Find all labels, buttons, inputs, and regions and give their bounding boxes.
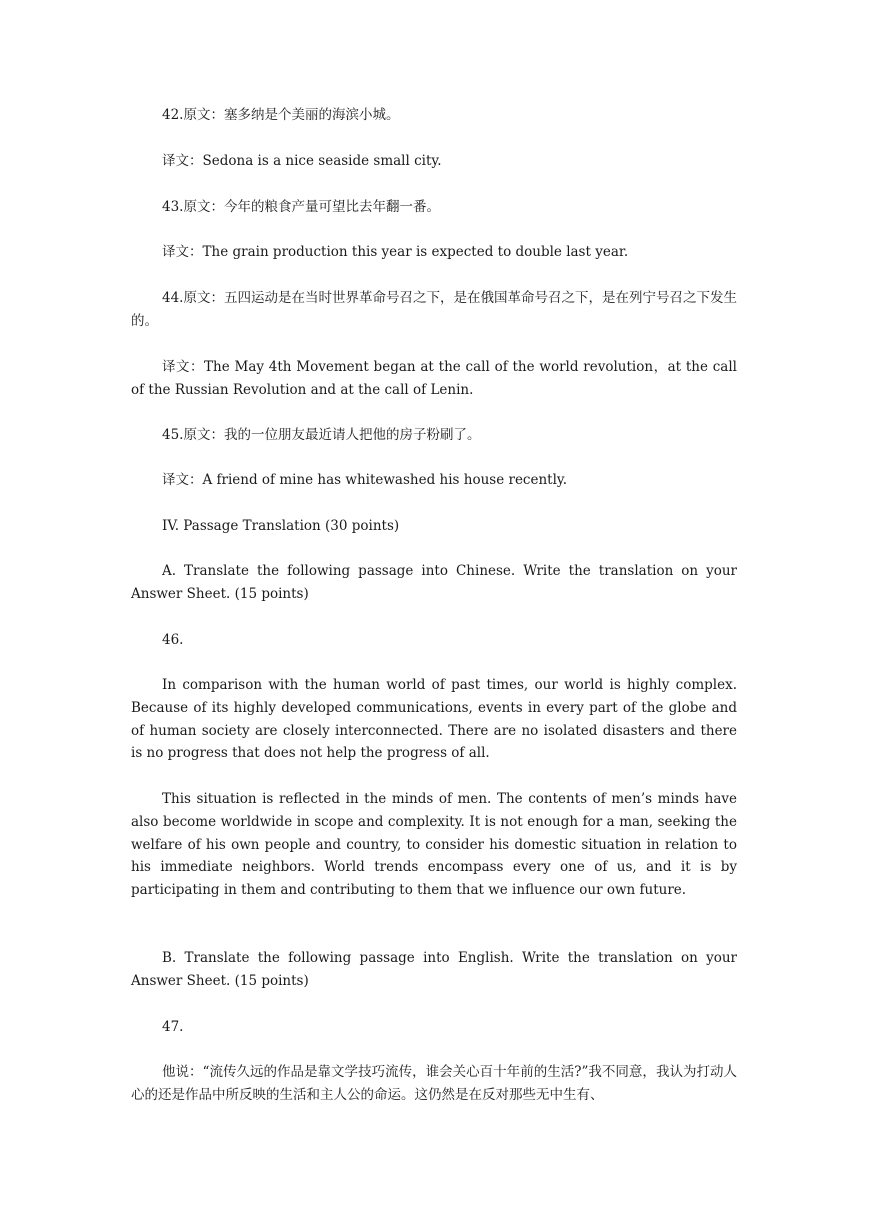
passage-paragraph: This situation is reflected in the minds of men. The contents of men’s minds have also become worldwide in scope and complexity. It is not enough for a man, seeking the welfare of his own people and country, to consider his domestic situation in relation to his immediate neighbors. World trends encompass every one of us, and it is by participating in them and contributing to them that we influence our own future. <box>131 791 737 899</box>
part-b-instruction: B. Translate the following passage into English. Write the translation on your Answer Sheet. (15 points) <box>131 950 737 989</box>
question-number: 46. <box>162 632 184 648</box>
part-a-instruction: A. Translate the following passage into Chinese. Write the translation on your Answer Sheet. (15 points) <box>131 563 737 602</box>
q43-original: 43.原文：今年的粮食产量可望比去年翻一番。 <box>162 199 440 215</box>
passage-paragraph: In comparison with the human world of past times, our world is highly complex. Because of its highly developed communications, events in every part of the globe and of human society are closely interconnected. There are no isolated disasters and there is no progress that does not help the progress of all. <box>131 677 737 762</box>
q45-original: 45.原文：我的一位朋友最近请人把他的房子粉刷了。 <box>162 427 481 443</box>
q45-translation: 译文：A friend of mine has whitewashed his house recently. <box>162 472 568 488</box>
q44-translation: 译文：The May 4th Movement began at the call of the world revolution，at the call of the Russian Revolution and at the call of Lenin. <box>131 359 737 398</box>
q42-original: 42.原文：塞多纳是个美丽的海滨小城。 <box>162 107 400 123</box>
question-number: 47. <box>162 1019 184 1035</box>
passage-paragraph: 他说：“流传久远的作品是靠文学技巧流传，谁会关心百十年前的生活?”我不同意，我认为打动人心的还是作品中所反映的生活和主人公的命运。这仍然是在反对那些无中生有、 <box>131 1064 737 1103</box>
section-heading: IV. Passage Translation (30 points) <box>162 518 400 534</box>
q42-translation: 译文：Sedona is a nice seaside small city. <box>162 153 442 169</box>
q44-original: 44.原文：五四运动是在当时世界革命号召之下，是在俄国革命号召之下，是在列宁号召之下发生的。 <box>131 290 737 329</box>
q43-translation: 译文：The grain production this year is expected to double last year. <box>162 244 629 260</box>
